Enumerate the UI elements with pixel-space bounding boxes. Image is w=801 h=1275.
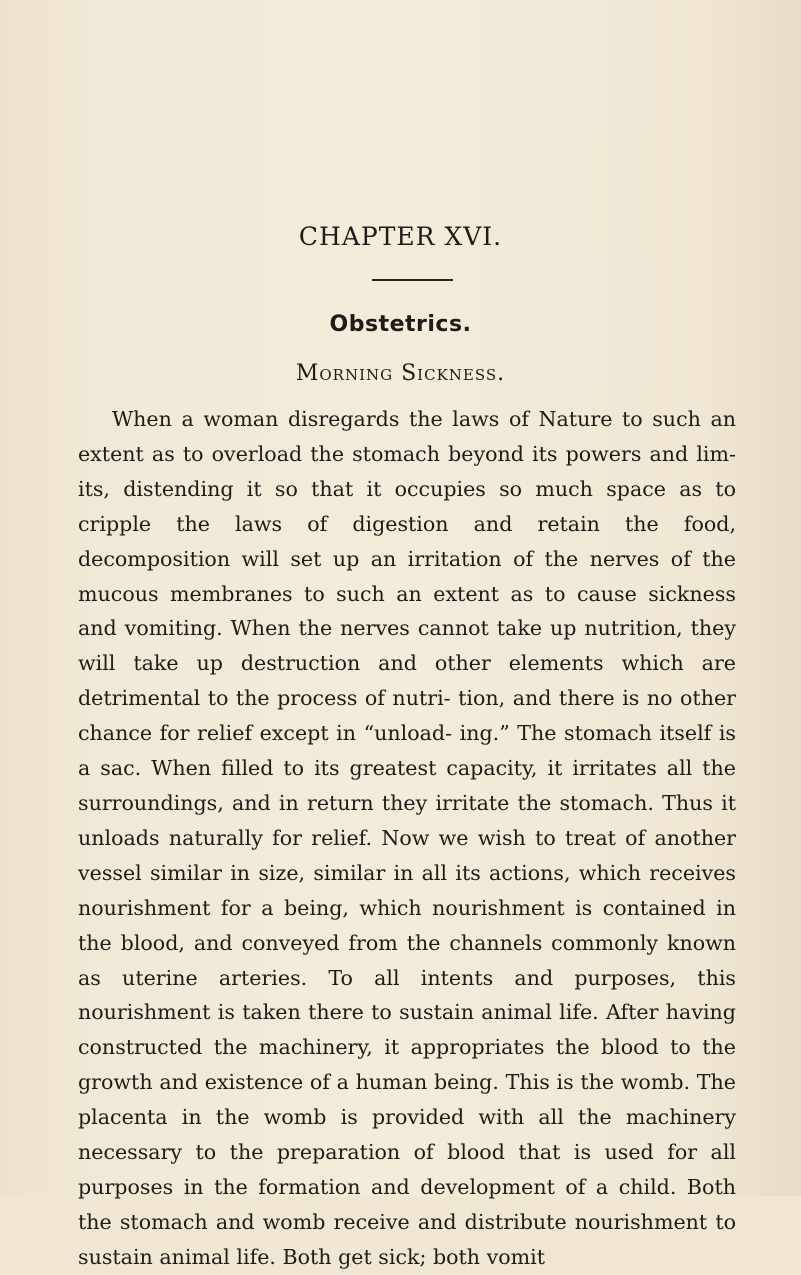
- subheading: Morning Sickness.: [295, 361, 506, 386]
- body-paragraph: When a woman disregards the laws of Nature to such an extent as to overload the stomach beyond its powers and lim- its, distending it so that it occupies so much space as to cripple the laws of digestion and retain the food, decomposition will set up an irritation of the nerves of the mucous membranes to such an extent as to cause sickness and vomiting. When the nerves cannot take up nutrition, they will take up destruction and other elements which are detrimental to the process of nutri- tion, and there is no other chance for relief except in “unload- ing.” The stomach itself is a sac. When filled to its greatest capacity, it irritates all the surroundings, and in return they irritate the stomach. Thus it unloads naturally for relief. Now we wish to treat of another vessel similar in size, similar in all its actions, which receives nourishment for a being, which nourishment is contained in the blood, and conveyed from the channels commonly known as uterine arteries. To all intents and purposes, this nourishment is taken there to sustain animal life. After having constructed the machinery, it appropriates the blood to the growth and existence of a human being. This is the womb. The placenta in the womb is provided with all the machinery necessary to the preparation of blood that is used for all purposes in the formation and development of a child. Both the stomach and womb receive and distribute nourishment to sustain animal life. Both get sick; both vomit: [78, 407, 736, 1269]
- divider-rule: [372, 279, 453, 281]
- section-title: Obstetrics.: [329, 312, 472, 337]
- chapter-heading: CHAPTER XVI.: [298, 222, 503, 251]
